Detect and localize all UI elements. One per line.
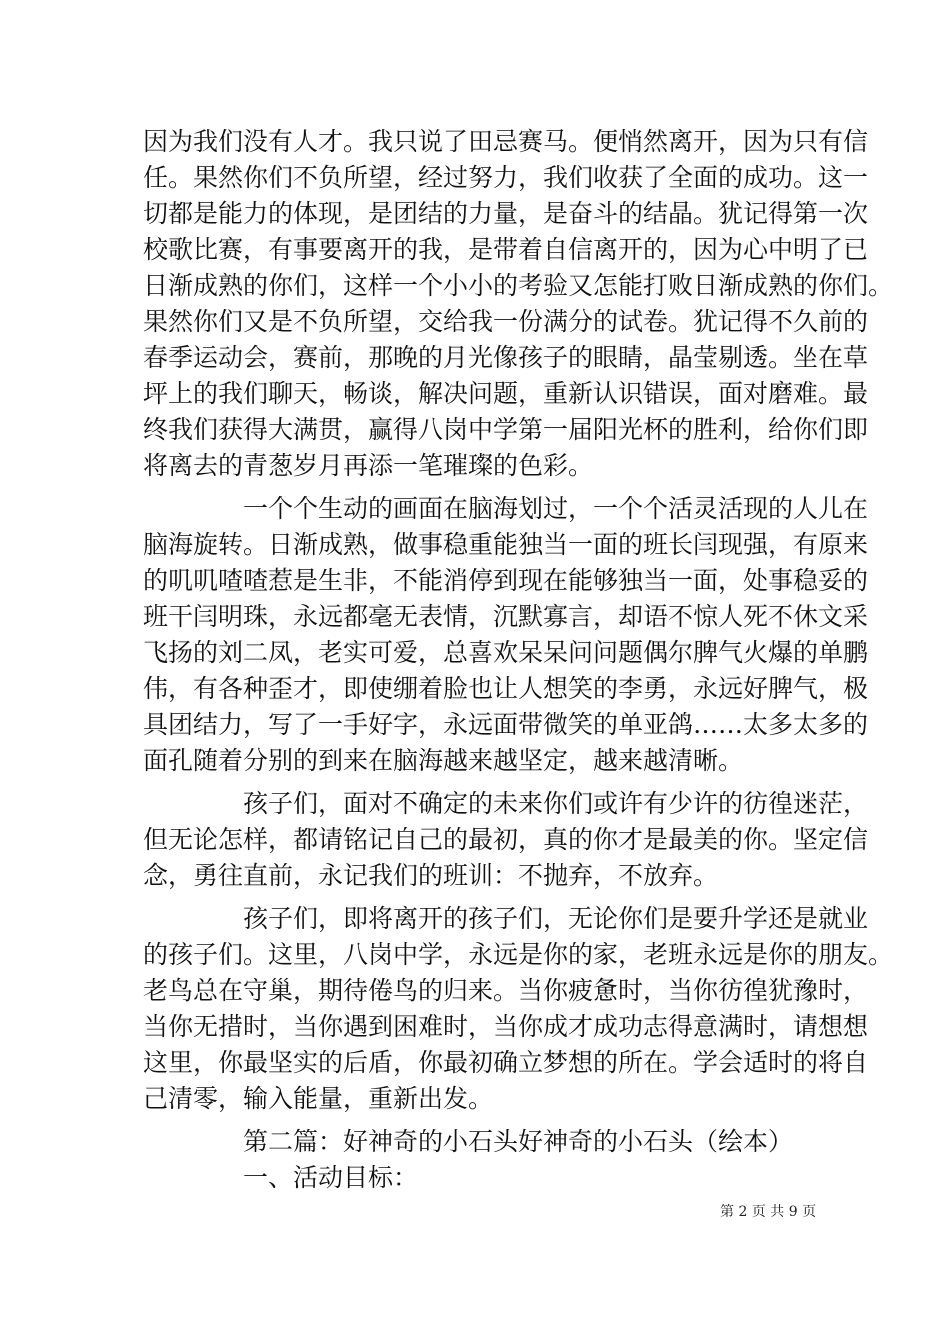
text-line: 校歌比赛，有事要离开的我，是带着自信离开的，因为心中明了已 [143,235,869,264]
text-line: 但无论怎样，都请铭记自己的最初，真的你才是最美的你。坚定信 [143,825,869,854]
text-line: 因为我们没有人才。我只说了田忌赛马。便悄然离开，因为只有信 [143,127,869,156]
text-line: 具团结力，写了一手好字，永远面带微笑的单亚鸽……太多太多的 [143,710,869,739]
text-line: 的孩子们。这里，八岗中学，永远是你的家，老班永远是你的朋友。 [143,940,894,969]
text-line: 脑海旋转。日渐成熟，做事稳重能独当一面的班长闫现强，有原来 [143,530,869,559]
text-line: 果然你们又是不负所望，交给我一份满分的试卷。犹记得不久前的 [143,307,869,336]
text-line: 念，勇往直前，永记我们的班训：不抛弃，不放弃。 [143,861,719,890]
section-heading: 第二篇：好神奇的小石头好神奇的小石头（绘本） [243,1127,794,1156]
paragraph-start-line: 一个个生动的画面在脑海划过，一个个活灵活现的人儿在 [243,494,869,523]
text-line: 坪上的我们聊天，畅谈，解决问题，重新认识错误，面对磨难。最 [143,379,869,408]
text-line: 当你无措时，当你遇到困难时，当你成才成功志得意满时，请想想 [143,1012,869,1041]
text-line: 春季运动会，赛前，那晚的月光像孩子的眼睛，晶莹剔透。坐在草 [143,343,869,372]
text-line: 任。果然你们不负所望，经过努力，我们收获了全面的成功。这一 [143,163,869,192]
text-line: 将离去的青葱岁月再添一笔璀璨的色彩。 [143,451,594,480]
text-line: 己清零，输入能量，重新出发。 [143,1084,494,1113]
text-line: 面孔随着分别的到来在脑海越来越坚定，越来越清晰。 [143,746,744,775]
paragraph-start-line: 孩子们，即将离开的孩子们，无论你们是要升学还是就业 [243,904,869,933]
subsection-heading: 一、活动目标： [243,1163,419,1192]
text-line: 切都是能力的体现，是团结的力量，是奋斗的结晶。犹记得第一次 [143,199,869,228]
text-line: 的叽叽喳喳惹是生非，不能消停到现在能够独当一面，处事稳妥的 [143,566,869,595]
text-line: 终我们获得大满贯，赢得八岗中学第一届阳光杯的胜利，给你们即 [143,415,869,444]
text-line: 伟，有各种歪才，即使绷着脸也让人想笑的李勇，永远好脾气，极 [143,674,869,703]
text-line: 班干闫明珠，永远都毫无表情，沉默寡言，却语不惊人死不休文采 [143,602,869,631]
text-line: 老鸟总在守巢，期待倦鸟的归来。当你疲惫时，当你彷徨犹豫时， [143,976,869,1005]
page-number-footer: 第 2 页 共 9 页 [720,1204,817,1220]
text-line: 飞扬的刘二凤，老实可爱，总喜欢呆呆问问题偶尔脾气火爆的单鹏 [143,638,869,667]
text-line: 这里，你最坚实的后盾，你最初确立梦想的所在。学会适时的将自 [143,1048,869,1077]
text-line: 日渐成熟的你们，这样一个小小的考验又怎能打败日渐成熟的你们。 [143,271,894,300]
paragraph-start-line: 孩子们，面对不确定的未来你们或许有少许的彷徨迷茫， [243,789,869,818]
